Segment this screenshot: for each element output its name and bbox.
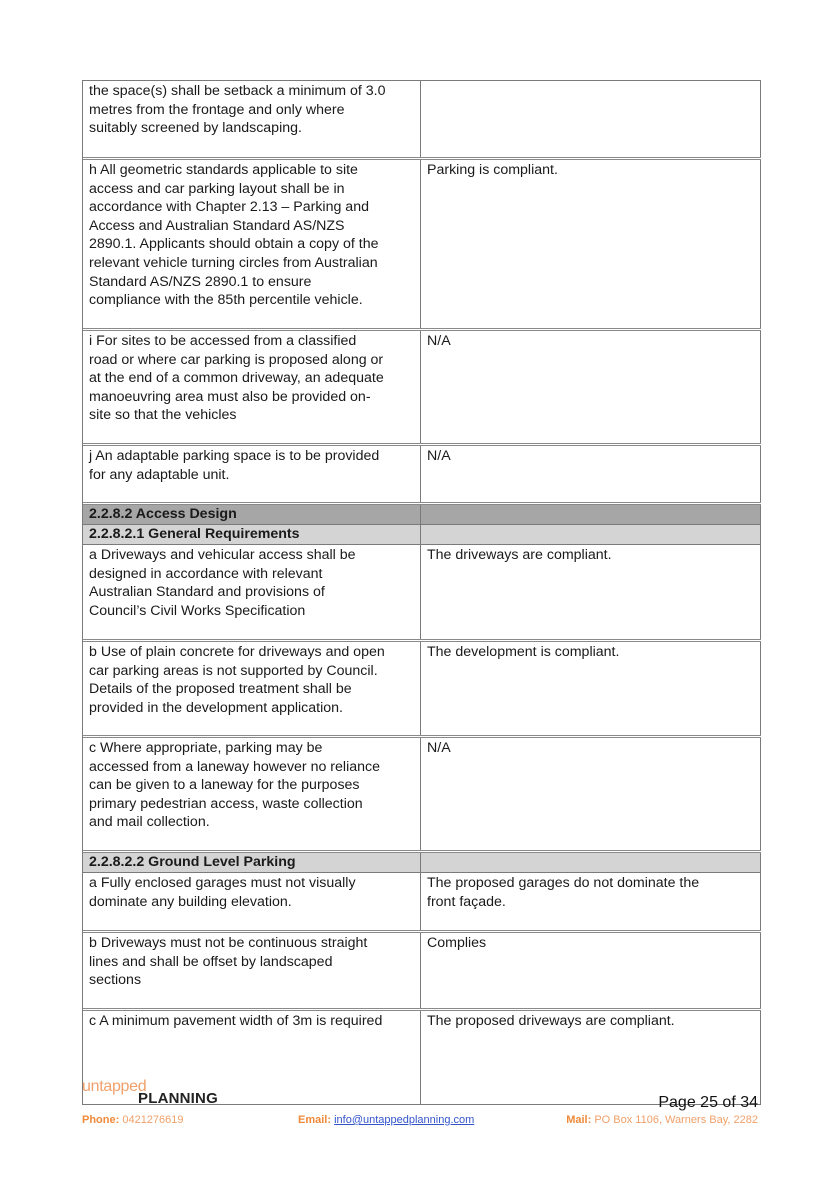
- compliance-cell: N/A: [421, 738, 761, 850]
- compliance-cell: Parking is compliant.: [421, 160, 761, 328]
- table-row: [83, 81, 761, 160]
- subsection-header-row: [83, 853, 761, 873]
- control-cell: the space(s) shall be setback a minimum of 3.0 metres from the frontage and only where suitably screened by landscaping.: [83, 81, 421, 157]
- control-cell: b Use of plain concrete for driveways and open car parking areas is not supported by Council. Details of the proposed treatment shall be provided in the development application.: [83, 642, 421, 735]
- control-cell: 2.2.8.2.2 Ground Level Parking: [83, 853, 421, 872]
- footer-email: [298, 1114, 474, 1126]
- section-header-row: [83, 505, 761, 525]
- table-row: [83, 160, 761, 331]
- compliance-table: [82, 80, 761, 1105]
- control-cell: 2.2.8.2.1 General Requirements: [83, 525, 421, 544]
- compliance-cell: Complies: [421, 933, 761, 1008]
- table-row: [83, 642, 761, 738]
- control-cell: a Driveways and vehicular access shall be designed in accordance with relevant Australian Standard and provisions of Council’s Civil Works Specification: [83, 545, 421, 639]
- compliance-cell: The development is compliant.: [421, 642, 761, 735]
- control-cell: b Driveways must not be continuous straight lines and shall be offset by landscaped sections: [83, 933, 421, 1008]
- compliance-cell: The driveways are compliant.: [421, 545, 761, 639]
- control-cell: a Fully enclosed garages must not visually dominate any building elevation.: [83, 873, 421, 930]
- page-footer: [82, 1078, 760, 1138]
- compliance-cell: N/A: [421, 446, 761, 502]
- table-row: [83, 331, 761, 446]
- control-cell: h All geometric standards applicable to site access and car parking layout shall be in accordance with Chapter 2.13 – Parking and Access and Australian Standard AS/NZS 2890.1. Applicants should obtain a copy of the relevant vehicle turning circles from Australian Standard AS/NZS 2890.1 to ensure compliance with the 85th percentile vehicle.: [83, 160, 421, 328]
- control-cell: j An adaptable parking space is to be provided for any adaptable unit.: [83, 446, 421, 502]
- compliance-cell: [421, 505, 761, 524]
- compliance-cell: The proposed driveways are compliant.: [421, 1011, 761, 1104]
- table-row: [83, 446, 761, 505]
- mail-value: PO Box 1106, Warners Bay, 2282: [594, 1114, 758, 1126]
- compliance-cell: N/A: [421, 331, 761, 443]
- mail-label: Mail:: [566, 1114, 592, 1126]
- page-number: Page 25 of 34: [658, 1094, 758, 1111]
- email-link[interactable]: info@untappedplanning.com: [334, 1114, 475, 1126]
- footer-mail: [566, 1114, 758, 1126]
- subsection-header-row: [83, 525, 761, 545]
- compliance-cell: [421, 81, 761, 157]
- compliance-cell: [421, 853, 761, 872]
- control-cell: c Where appropriate, parking may be accessed from a laneway however no reliance can be given to a laneway for the purposes primary pedestrian access, waste collection and mail collection.: [83, 738, 421, 850]
- table-row: [83, 545, 761, 642]
- compliance-cell: [421, 525, 761, 544]
- email-label: Email:: [298, 1114, 332, 1126]
- table-row: [83, 738, 761, 853]
- table-row: [83, 873, 761, 933]
- phone-label: Phone:: [82, 1114, 120, 1126]
- control-cell: i For sites to be accessed from a classified road or where car parking is proposed along or at the end of a common driveway, an adequate manoeuvring area must also be provided on- site so that the vehicles: [83, 331, 421, 443]
- control-cell: c A minimum pavement width of 3m is required: [83, 1011, 421, 1104]
- phone-value: 0421276619: [122, 1114, 184, 1126]
- logo-untapped-text: untapped: [82, 1078, 147, 1095]
- footer-phone: [82, 1114, 184, 1126]
- logo-planning-text: PLANNING: [138, 1090, 218, 1107]
- table-row: [83, 933, 761, 1011]
- compliance-cell: The proposed garages do not dominate the front façade.: [421, 873, 761, 930]
- control-cell: 2.2.8.2 Access Design: [83, 505, 421, 524]
